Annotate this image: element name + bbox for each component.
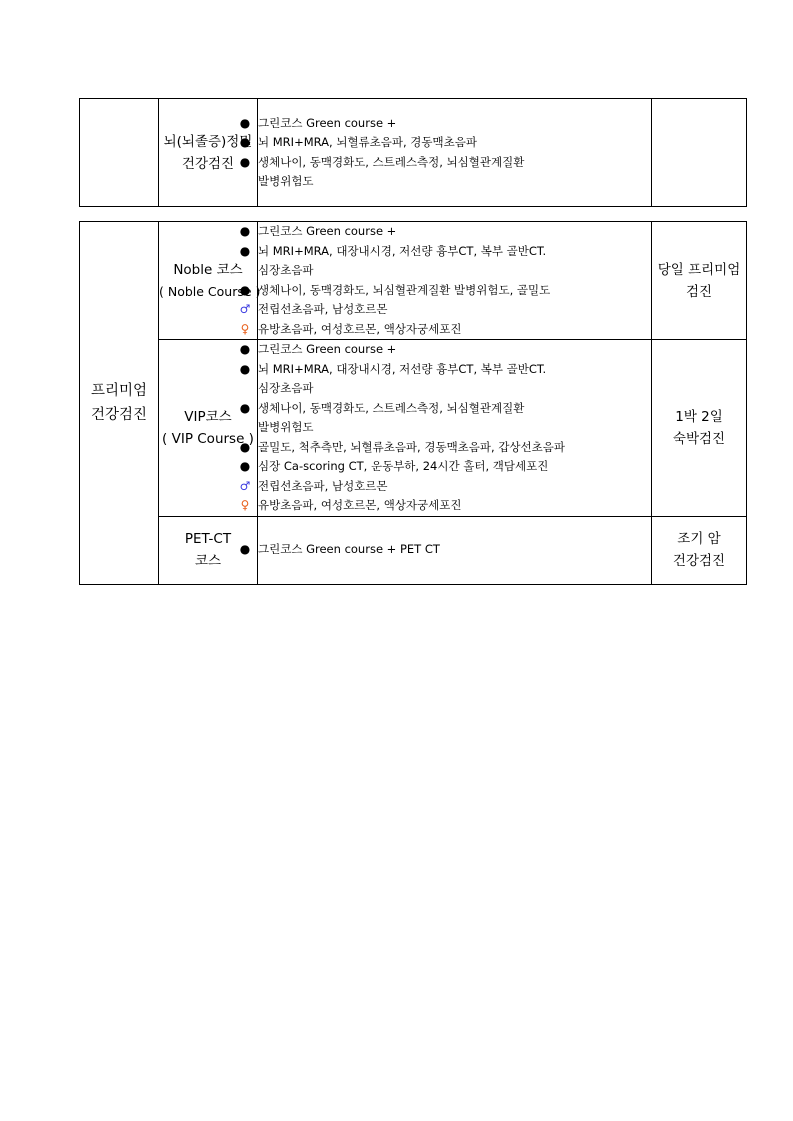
item-text: 골밀도, 척추측만, 뇌혈류초음파, 경동맥초음파, 갑상선초음파 xyxy=(258,439,565,454)
course-name-line: PET-CT xyxy=(184,531,232,547)
exam-items-cell-noble xyxy=(258,222,652,340)
premium-checkup-table xyxy=(79,221,747,585)
note-line: 검진 xyxy=(685,283,713,300)
male-symbol-icon xyxy=(237,477,253,497)
list-item xyxy=(258,340,651,360)
list-item xyxy=(258,540,651,560)
exam-items-cell-vip xyxy=(258,340,652,517)
item-text: 심장 Ca-scoring CT, 운동부하, 24시간 홀터, 객담세포진 xyxy=(258,459,549,473)
list-item xyxy=(258,114,651,134)
bullet-icon xyxy=(237,114,253,134)
list-item xyxy=(258,222,651,242)
note-line: 당일 프리미엄 xyxy=(657,261,741,278)
course-name-line: ( VIP Course ) xyxy=(162,430,254,447)
category-line: 프리미엄 xyxy=(90,382,148,399)
item-text: 생체나이, 동맥경화도, 스트레스측정, 뇌심혈관계질환 xyxy=(258,154,525,169)
table-row xyxy=(80,516,747,584)
list-item xyxy=(258,153,651,192)
course-name-line: 코스 xyxy=(194,553,222,569)
male-symbol-icon xyxy=(237,300,253,320)
item-text: 발병위험도 xyxy=(258,420,314,434)
item-text: 전립선초음파, 남성호르몬 xyxy=(258,302,388,316)
female-symbol-icon xyxy=(237,496,253,516)
list-item xyxy=(258,320,651,340)
list-item xyxy=(258,496,651,516)
item-text: 뇌 MRI+MRA, 뇌혈류초음파, 경동맥초음파 xyxy=(258,135,477,149)
item-text: 뇌 MRI+MRA, 대장내시경, 저선량 흉부CT, 복부 골반CT. xyxy=(258,361,547,376)
table-row xyxy=(80,340,747,517)
list-item xyxy=(258,399,651,438)
list-item xyxy=(258,438,651,458)
list-item xyxy=(258,457,651,477)
item-text: 생체나이, 동맥경화도, 스트레스측정, 뇌심혈관계질환 xyxy=(258,400,525,415)
item-text: 생체나이, 동맥경화도, 뇌심혈관계질환 발병위험도, 골밀도 xyxy=(258,282,551,297)
list-item xyxy=(258,360,651,399)
list-item xyxy=(258,133,651,153)
item-text: 그린코스 Green course + PET CT xyxy=(258,542,440,557)
note-cell-pet xyxy=(652,516,747,584)
bullet-icon xyxy=(237,457,253,477)
bullet-icon xyxy=(237,242,253,262)
list-item xyxy=(258,477,651,497)
note-line: 숙박검진 xyxy=(672,430,726,447)
bullet-icon xyxy=(237,133,253,153)
note-cell-empty xyxy=(652,99,747,207)
table-row xyxy=(80,222,747,340)
bullet-icon xyxy=(237,222,253,242)
bullet-icon xyxy=(237,438,253,458)
note-line: 1박 2일 xyxy=(675,408,723,425)
item-text: 발병위험도 xyxy=(258,174,314,188)
course-name-line: ( Noble Course ) xyxy=(159,283,261,299)
list-item xyxy=(258,242,651,281)
table-row xyxy=(80,99,747,207)
exam-items-cell-pet xyxy=(258,516,652,584)
female-symbol-icon xyxy=(237,320,253,340)
note-line: 건강검진 xyxy=(672,553,726,569)
item-text: 전립선초음파, 남성호르몬 xyxy=(258,478,388,493)
note-cell-vip xyxy=(652,340,747,517)
note-line: 조기 암 xyxy=(677,531,721,547)
course-name-line: 뇌(뇌졸증)정밀 xyxy=(163,133,253,150)
exam-items-cell xyxy=(258,99,652,207)
item-text: 그린코스 Green course + xyxy=(258,342,397,356)
category-cell xyxy=(80,222,159,585)
item-text: 유방초음파, 여성호르몬, 액상자궁세포진 xyxy=(258,321,462,336)
bullet-icon xyxy=(237,399,253,419)
item-text: 그린코스 Green course + xyxy=(258,224,397,238)
item-text: 그린코스 Green course + xyxy=(258,115,397,130)
bullet-icon xyxy=(237,540,253,560)
item-text: 뇌 MRI+MRA, 대장내시경, 저선량 흉부CT, 복부 골반CT. xyxy=(258,243,547,258)
list-item xyxy=(258,281,651,301)
bullet-icon xyxy=(237,281,253,301)
course-name-line: VIP코스 xyxy=(184,408,232,425)
category-cell-empty xyxy=(80,99,159,207)
bullet-icon xyxy=(237,340,253,360)
note-cell-noble xyxy=(652,222,747,340)
brain-checkup-table xyxy=(79,98,747,207)
item-text: 심장초음파 xyxy=(258,381,314,395)
bullet-icon xyxy=(237,360,253,380)
bullet-icon xyxy=(237,153,253,173)
course-name-line: Noble 코스 xyxy=(173,261,243,278)
item-text: 유방초음파, 여성호르몬, 액상자궁세포진 xyxy=(258,498,462,512)
item-text: 심장초음파 xyxy=(258,263,314,277)
course-name-line: 건강검진 xyxy=(181,155,235,172)
list-item xyxy=(258,300,651,320)
category-line: 건강검진 xyxy=(90,406,148,423)
